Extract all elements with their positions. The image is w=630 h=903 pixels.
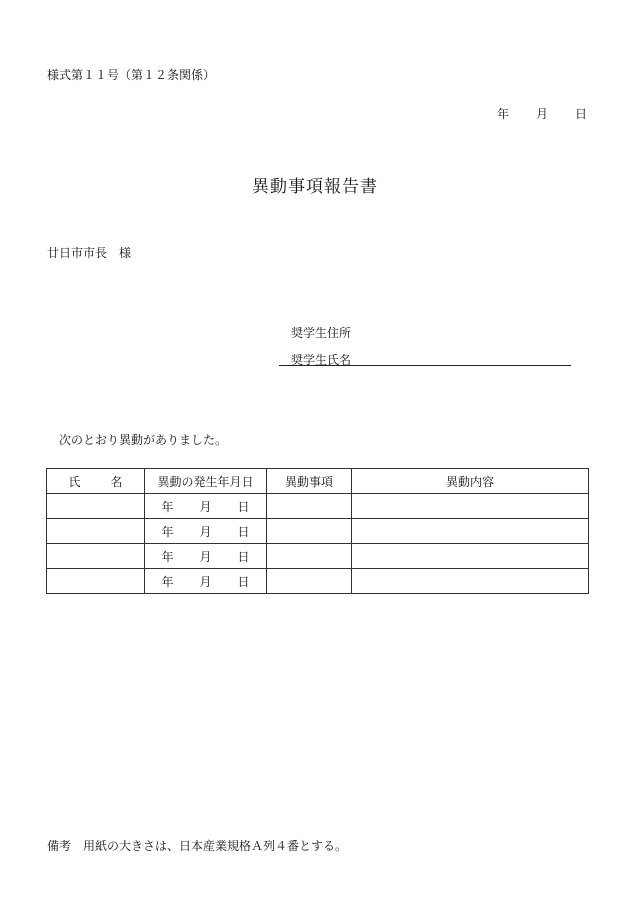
student-name-label: 奨学生氏名 bbox=[291, 353, 352, 367]
row-day: 日 bbox=[237, 574, 250, 589]
cell-name[interactable] bbox=[47, 494, 145, 519]
table-row bbox=[47, 519, 589, 544]
row-day: 日 bbox=[237, 499, 250, 514]
header-name-1: 氏 bbox=[68, 474, 81, 489]
row-day: 日 bbox=[237, 524, 250, 539]
row-year: 年 bbox=[161, 499, 174, 514]
cell-item[interactable] bbox=[267, 494, 352, 519]
row-month: 月 bbox=[199, 524, 212, 539]
cell-name[interactable] bbox=[47, 519, 145, 544]
form-number: 様式第１１号（第１２条関係） bbox=[47, 68, 216, 82]
student-address-label: 奨学生住所 bbox=[291, 326, 352, 340]
name-underline bbox=[279, 365, 571, 366]
cell-name[interactable] bbox=[47, 569, 145, 594]
page-title: 異動事項報告書 bbox=[252, 177, 378, 197]
row-month: 月 bbox=[199, 574, 212, 589]
cell-item[interactable] bbox=[267, 544, 352, 569]
row-year: 年 bbox=[161, 574, 174, 589]
header-name bbox=[47, 469, 145, 494]
cell-item[interactable] bbox=[267, 569, 352, 594]
row-day: 日 bbox=[237, 549, 250, 564]
cell-item[interactable] bbox=[267, 519, 352, 544]
header-item: 異動事項 bbox=[267, 469, 352, 494]
date-month: 月 bbox=[536, 107, 549, 121]
date-line bbox=[497, 105, 587, 122]
row-year: 年 bbox=[161, 524, 174, 539]
cell-date[interactable] bbox=[145, 519, 267, 544]
row-year: 年 bbox=[161, 549, 174, 564]
header-name-2: 名 bbox=[110, 474, 123, 489]
date-day: 日 bbox=[575, 107, 588, 121]
table-row bbox=[47, 569, 589, 594]
cell-content[interactable] bbox=[352, 519, 589, 544]
report-table bbox=[46, 468, 589, 594]
table-row bbox=[47, 494, 589, 519]
addressee: 廿日市市長 様 bbox=[47, 246, 132, 260]
cell-date[interactable] bbox=[145, 494, 267, 519]
cell-date[interactable] bbox=[145, 544, 267, 569]
row-month: 月 bbox=[199, 549, 212, 564]
cell-date[interactable] bbox=[145, 569, 267, 594]
cell-name[interactable] bbox=[47, 544, 145, 569]
table-row bbox=[47, 544, 589, 569]
cell-content[interactable] bbox=[352, 569, 589, 594]
header-date: 異動の発生年月日 bbox=[145, 469, 267, 494]
row-month: 月 bbox=[199, 499, 212, 514]
intro-text: 次のとおり異動がありました。 bbox=[59, 433, 228, 447]
table-header-row bbox=[47, 469, 589, 494]
remarks: 備考 用紙の大きさは、日本産業規格Ａ列４番とする。 bbox=[47, 839, 348, 853]
date-year: 年 bbox=[497, 107, 510, 121]
cell-content[interactable] bbox=[352, 494, 589, 519]
header-content: 異動内容 bbox=[352, 469, 589, 494]
cell-content[interactable] bbox=[352, 544, 589, 569]
